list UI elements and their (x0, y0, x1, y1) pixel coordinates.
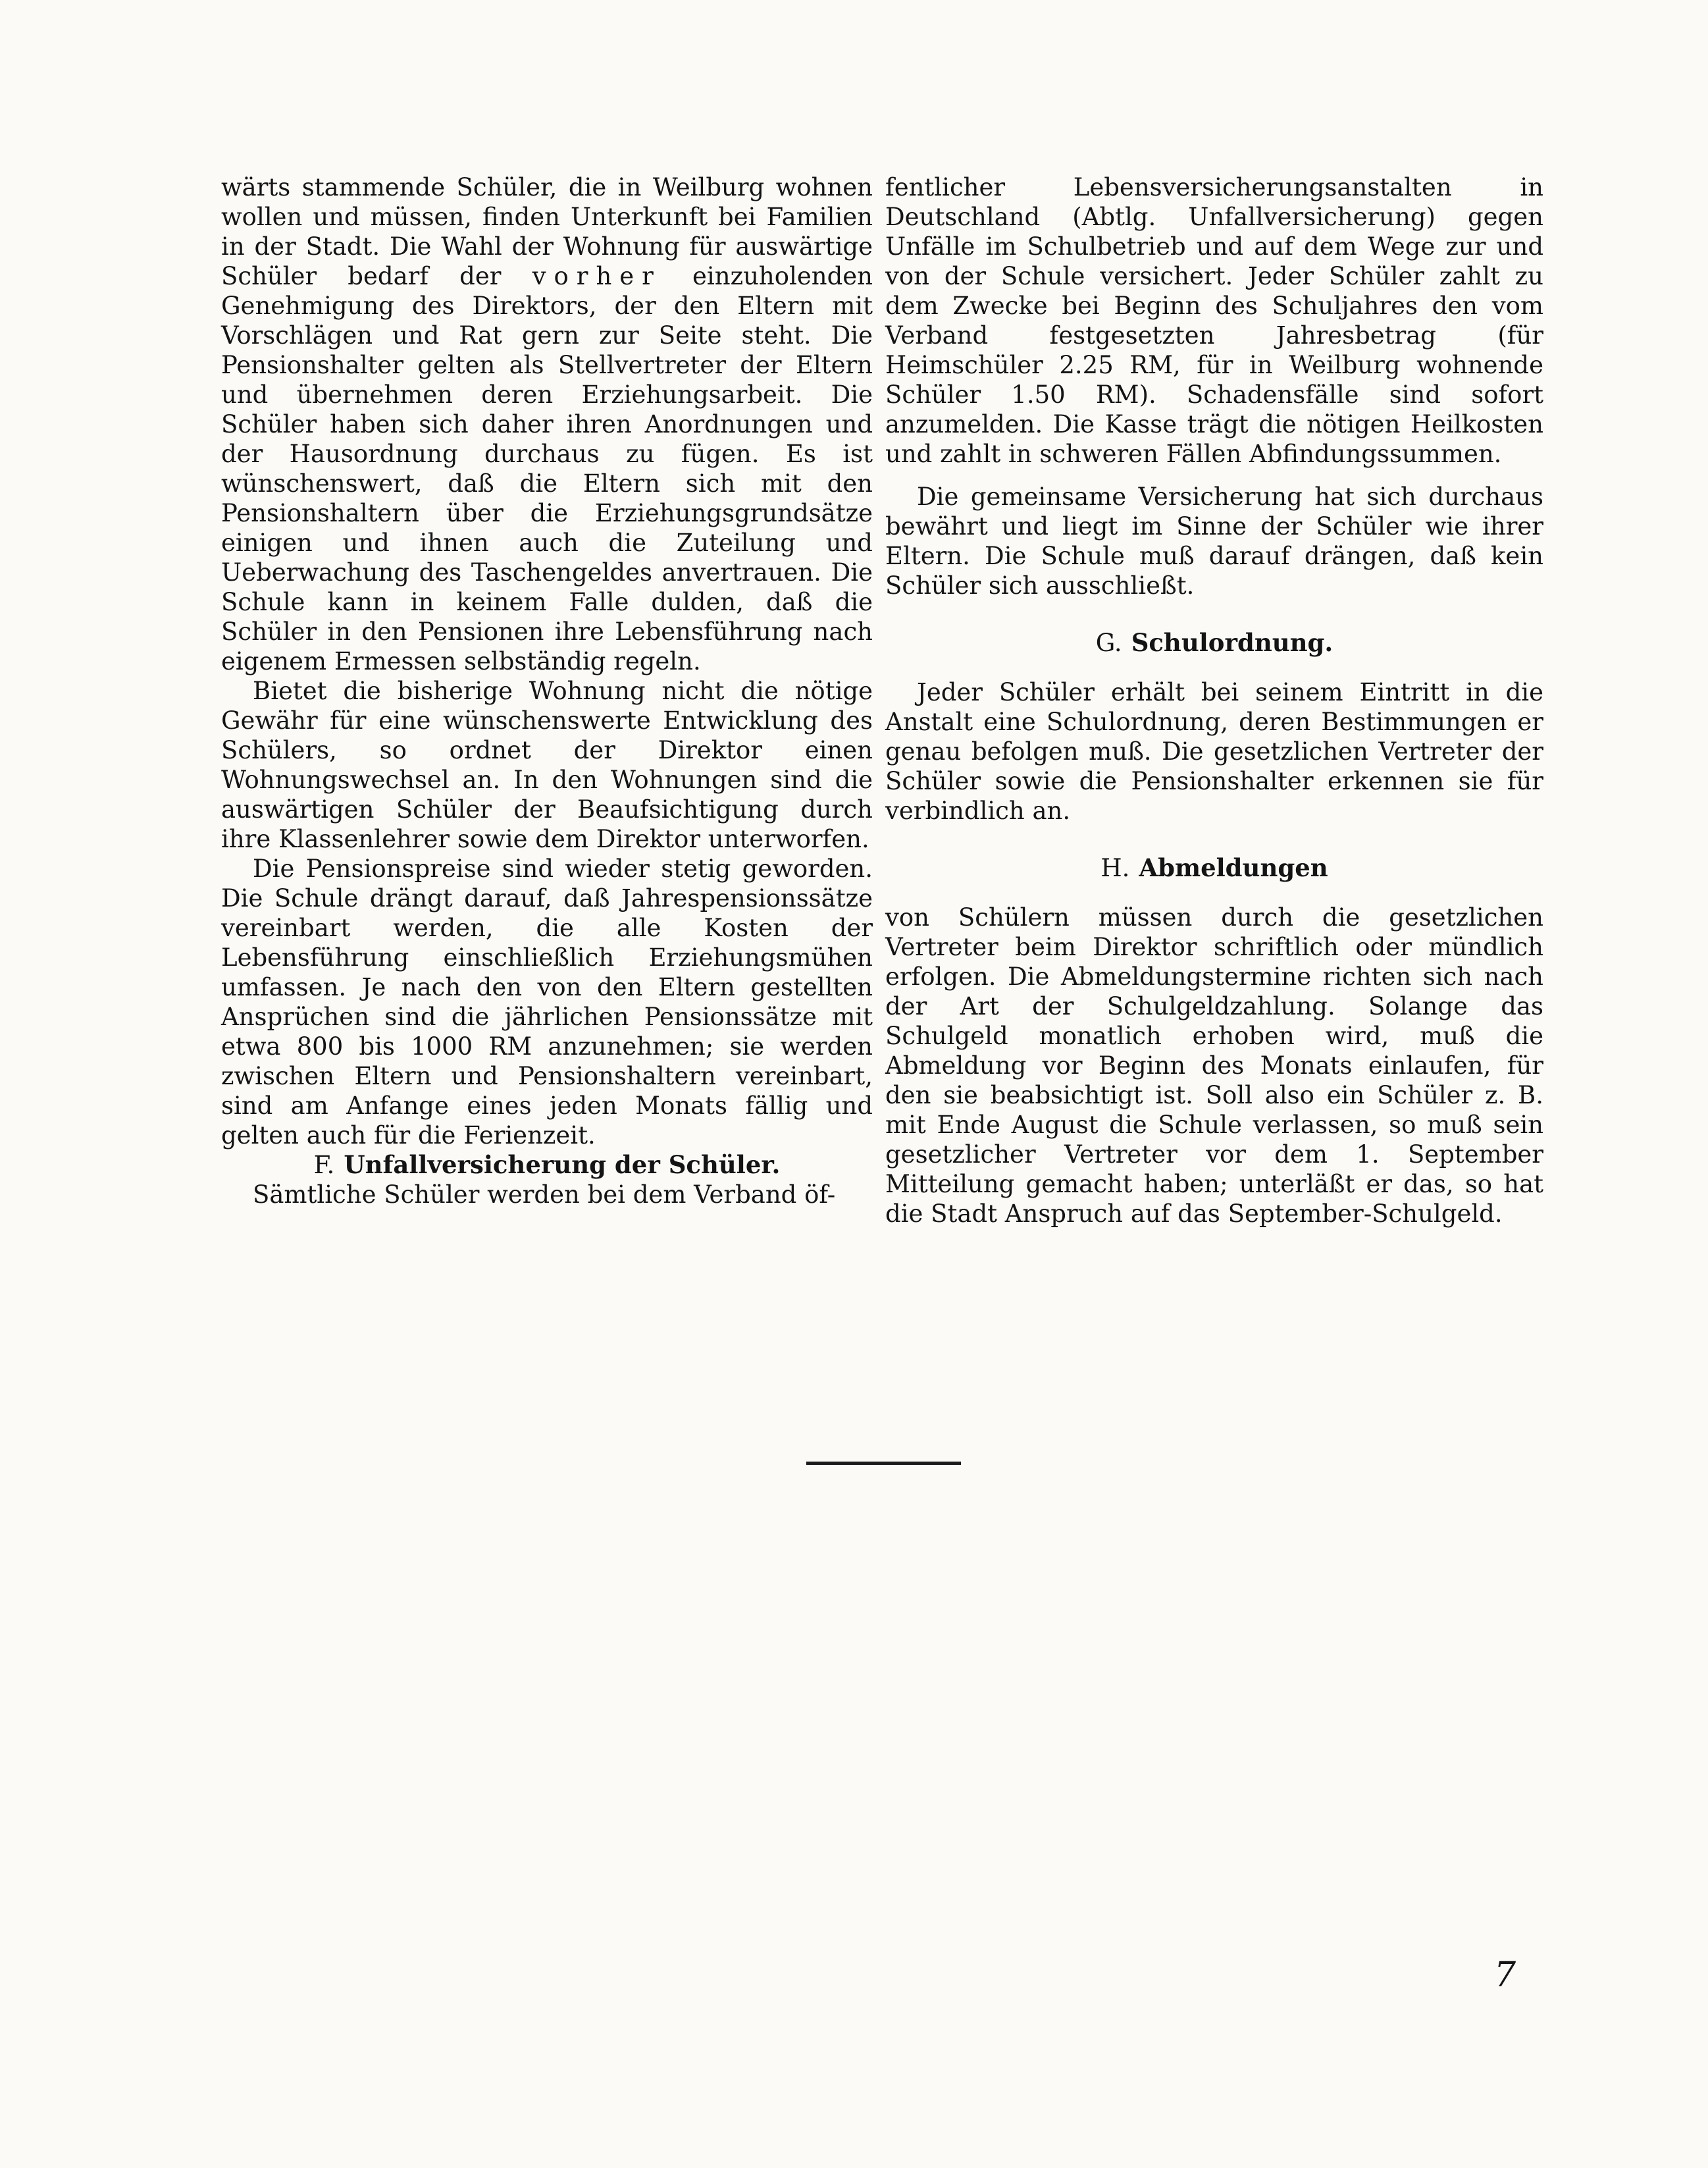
section-heading-g (885, 628, 1543, 658)
left-paragraph-1 (221, 172, 873, 676)
left-paragraph-3: Die Pensionspreise sind wieder stetig geworden. Die Schule drängt darauf, daß Jahrespensionssätze vereinbart werden, die alle Kosten der Lebensführung einschließlich Erziehungsmühen umfassen. Je nach den von den Eltern gestellten Ansprüchen sind die jährlichen Pensionssätze mit etwa 800 bis 1000 RM anzunehmen; sie werden zwischen Eltern und Pensionshaltern vereinbart, sind am Anfange eines jeden Monats fällig und gelten auch für die Ferienzeit. (221, 855, 873, 1150)
spaced-word-vorher: vorher (532, 262, 661, 290)
right-paragraph-4: von Schülern müssen durch die gesetzlichen Vertreter beim Direktor schriftlich oder mündlich erfolgen. Die Abmeldungstermine richten sich nach der Art der Schulgeldzahlung. Solange das Schulgeld monatlich erhoben wird, muß die Abmeldung vor Beginn des Monats einlaufen, für den sie beabsichtigt ist. Soll also ein Schüler z. B. mit Ende August die Schule verlassen, so muß sein gesetzlicher Vertreter vor dem 1. September Mitteilung gemacht haben; unterläßt er das, so hat die Stadt Anspruch auf das September-Schulgeld. (885, 903, 1543, 1228)
section-letter-h: H. (1100, 854, 1130, 882)
left-paragraph-2: Bietet die bisherige Wohnung nicht die nötige Gewähr für eine wünschenswerte Entwicklung des Schülers, so ordnet der Direktor einen Wohnungswechsel an. In den Wohnungen sind die auswärtigen Schüler der Beaufsichtigung durch ihre Klassenlehrer sowie dem Direktor unterworfen. (221, 677, 873, 853)
section-title-f: Unfallversicherung der Schüler. (344, 1150, 781, 1179)
section-title-g: Schulordnung. (1131, 628, 1333, 657)
section-title-h: Abmeldungen (1139, 853, 1328, 882)
left-paragraph-4: Sämtliche Schüler werden bei dem Verband öf- (253, 1180, 836, 1209)
left-paragraph-1-end: einzuholenden Genehmigung des Direktors, der den Eltern mit Vorschlägen und Rat gern zur Seite steht. Die Pensionshalter gelten als Stellvertreter der Eltern und übernehmen deren Erziehungsarbeit. Die Schüler haben sich daher ihren Anordnungen und der Hausordnung durchaus zu fügen. Es ist wünschenswert, daß die Eltern sich mit den Pensionshaltern über die Erziehungsgrundsätze einigen und ihnen auch die Zuteilung und Ueberwachung des Taschengeldes anvertrauen. Die Schule kann in keinem Falle dulden, daß die Schüler in den Pensionen ihre Lebensführung nach eigenem Ermessen selbständig regeln. (221, 262, 873, 675)
section-heading-f (221, 1150, 873, 1180)
right-paragraph-1: fentlicher Lebensversicherungsanstalten in Deutschland (Abtlg. Unfallversicherung) gegen Unfälle im Schulbetrieb und auf dem Wege zur und von der Schule versichert. Jeder Schüler zahlt zu dem Zwecke bei Beginn des Schuljahres den vom Verband festgesetzten Jahresbetrag (für Heimschüler 2.25 RM, für in Weilburg wohnende Schüler 1.50 RM). Schadensfälle sind sofort anzumelden. Die Kasse trägt die nötigen Heilkosten und zahlt in schweren Fällen Abfindungssummen. (885, 173, 1543, 468)
right-column (885, 172, 1543, 1229)
left-column (221, 172, 873, 1209)
section-heading-h (885, 853, 1543, 883)
right-paragraph-3: Jeder Schüler erhält bei seinem Eintritt in die Anstalt eine Schulordnung, deren Bestimmungen er genau befolgen muß. Die gesetzlichen Vertreter der Schüler sowie die Pensionshalter erkennen sie für verbindlich an. (885, 678, 1543, 825)
page-number: 7 (1494, 1955, 1516, 1995)
section-letter-g: G. (1095, 629, 1122, 657)
left-paragraph-1-start: wärts stammende Schüler, die in Weilburg wohnen wollen und müssen, finden Unterkunft bei Familien in der Stadt. Die Wahl der Wohnung für auswärtige Schüler bedarf der (221, 173, 873, 290)
right-paragraph-2: Die gemeinsame Versicherung hat sich durchaus bewährt und liegt im Sinne der Schüler wie ihrer Eltern. Die Schule muß darauf drängen, daß kein Schüler sich ausschließt. (885, 483, 1543, 600)
end-rule (806, 1462, 961, 1465)
section-letter-f: F. (313, 1151, 335, 1179)
